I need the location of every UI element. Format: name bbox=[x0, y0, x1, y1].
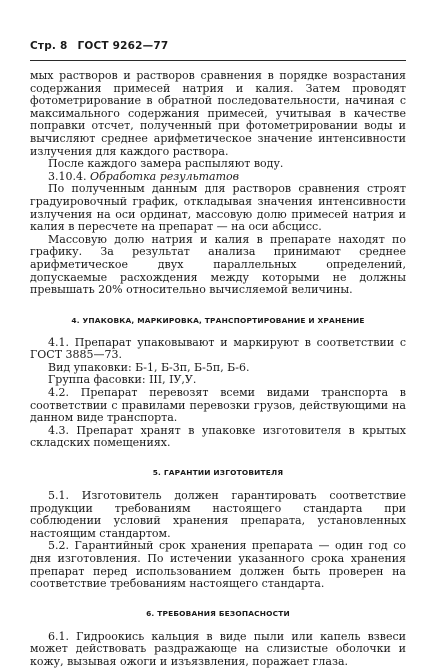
page-header bbox=[30, 40, 168, 52]
paragraph-continuation: мых растворов и растворов сравнения в порядке возрастания содержания примесей натрия и калия. Затем проводят фотометрирование в обратной последовательности, начиная с максимального содержания примесей, учитывая в качестве поправки отсчет, полученный при фотометрировании воды и вычисляют среднее арифметическое значение интенсивности излучения для каждого раствора. bbox=[30, 69, 406, 158]
section-6-title: 6. ТРЕБОВАНИЯ БЕЗОПАСНОСТИ bbox=[146, 608, 290, 618]
paragraph-4-1: 4.1. Препарат упаковывают и маркируют в соответствии с ГОСТ 3885—73. bbox=[30, 335, 406, 362]
paragraph-5-2: 5.2. Гарантийный срок хранения препарата — один год со дня изготовления. По истечении указанного срока хранения препарат перед использованием должен быть проверен на соответствие требованиям настоящего стандарта. bbox=[30, 539, 406, 591]
paragraph-6-1: 6.1. Гидроокись кальция в виде пыли или капель взвеси может действовать раздражающе на слизистые оболочки и кожу, вызывая ожоги и изъязвления, поражает глаза. bbox=[30, 629, 406, 668]
header-rule bbox=[30, 60, 406, 61]
paragraph-package-group: Группа фасовки: III, IУ,У. bbox=[48, 373, 197, 387]
clause-number: 3.10.4. bbox=[48, 169, 87, 183]
paragraph-package-type: Вид упаковки: Б-1, Б-3п, Б-5п, Б-6. bbox=[48, 360, 250, 374]
paragraph-4-2: 4.2. Препарат перевозят всеми видами транспорта в соответствии с правилами перевозки грузов, действующими на данном виде транспорта. bbox=[30, 386, 406, 425]
paragraph-5-1: 5.1. Изготовитель должен гарантировать соответствие продукции требованиям настоящего стандарта при соблюдении условий хранения препарата, установленных настоящим стандартом. bbox=[30, 489, 406, 540]
paragraph-result: Массовую долю натрия и калия в препарате находят по графику. За результат анализа принимают среднее арифметическое двух параллельных определений, допускаемые расхождения между которыми не должны превышать 20% относительно вычисляемой величины. bbox=[30, 232, 406, 297]
paragraph-water-note: После каждого замера распыляют воду. bbox=[48, 157, 284, 171]
page-number: Стр. 8 bbox=[30, 40, 68, 52]
paragraph-calibration: По полученным данным для растворов сравнения строят градуировочный график, откладывая значения интенсивности излучения на оси ординат, массовую долю примесей натрия и калия в пересчете на препарат — на оси абсцисс. bbox=[30, 182, 406, 234]
clause-title: Обработка результатов bbox=[89, 169, 240, 183]
paragraph-4-3: 4.3. Препарат хранят в упаковке изготовителя в крытых складских помещениях. bbox=[30, 423, 406, 450]
section-4-title: 4. УПАКОВКА, МАРКИРОВКА, ТРАНСПОРТИРОВАНИЕ И ХРАНЕНИЕ bbox=[71, 315, 365, 325]
page-body bbox=[30, 70, 406, 669]
standard-code: ГОСТ 9262—77 bbox=[77, 40, 169, 52]
section-5-title: 5. ГАРАНТИИ ИЗГОТОВИТЕЛЯ bbox=[152, 468, 284, 478]
